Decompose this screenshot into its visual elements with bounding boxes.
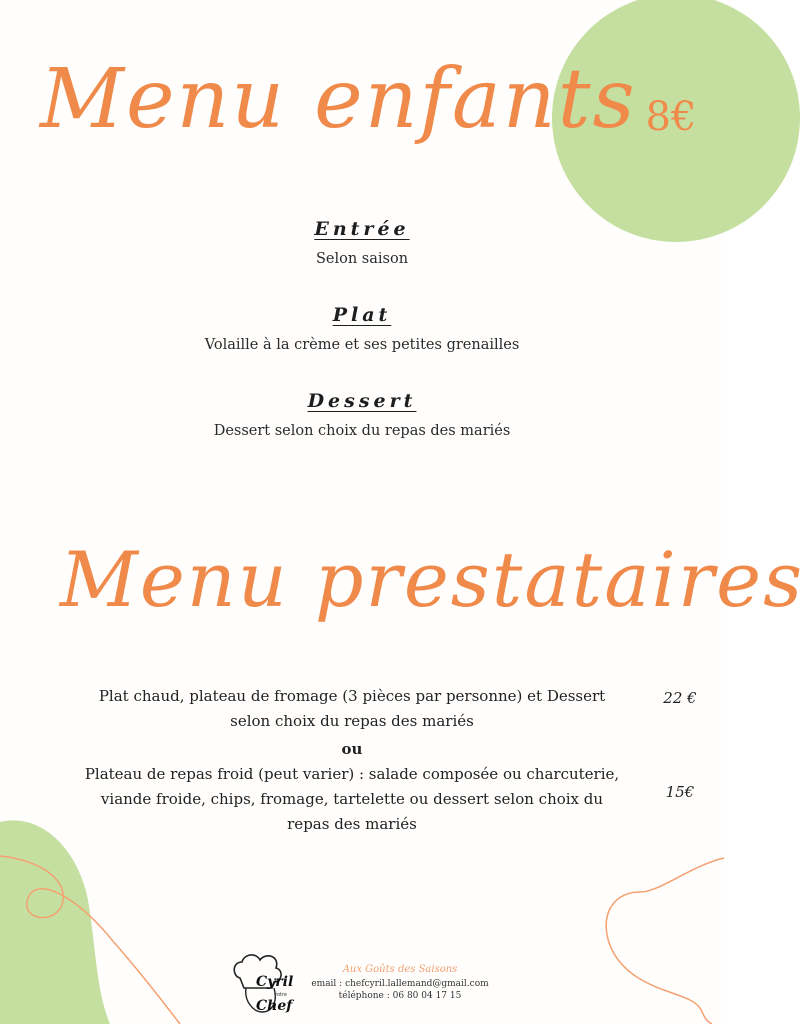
course-desc-plat: Volaille à la crème et ses petites grenailles xyxy=(204,337,520,353)
course-entree xyxy=(0,216,724,270)
course-title-plat: Plat xyxy=(332,304,392,326)
footer-contact xyxy=(300,962,500,1002)
cold-option-line-2: viande froide, chips, fromage, tartelette ou dessert selon choix du xyxy=(100,790,604,808)
cold-option-line-3: repas des mariés xyxy=(287,815,417,833)
course-title-entree: Entrée xyxy=(314,218,410,240)
course-desc-dessert: Dessert selon choix du repas des mariés xyxy=(213,423,511,439)
course-plat xyxy=(0,302,724,356)
footer-slogan: Aux Goûts des Saisons xyxy=(342,964,458,975)
hot-option-line-1: Plat chaud, plateau de fromage (3 pièces par personne) et Dessert xyxy=(98,687,606,705)
kids-menu-price: 8€ xyxy=(645,94,697,140)
footer-phone[interactable]: téléphone : 06 80 04 17 15 xyxy=(338,991,462,1001)
cold-option-line-1: Plateau de repas froid (peut varier) : salade composée ou charcuterie, xyxy=(84,765,620,783)
providers-menu-title: Menu prestataires xyxy=(60,535,804,624)
hot-option-text xyxy=(60,684,644,734)
hot-option-price: 22 € xyxy=(663,689,697,707)
logo-text-small: votre xyxy=(274,992,288,998)
bottom-right-orange-squiggle xyxy=(606,858,724,1024)
cold-option-price: 15€ xyxy=(665,783,695,801)
logo-text-top: Cyril xyxy=(256,974,294,990)
cold-option-text xyxy=(60,762,644,837)
chef-logo xyxy=(226,948,298,1020)
course-dessert xyxy=(0,388,724,442)
bottom-left-green-blob xyxy=(0,820,110,1024)
footer-email[interactable]: email : chefcyril.lallemand@gmail.com xyxy=(311,979,489,989)
hot-option-line-2: selon choix du repas des mariés xyxy=(230,712,474,730)
course-title-dessert: Dessert xyxy=(307,390,417,412)
course-desc-entree: Selon saison xyxy=(315,251,409,267)
logo-text-bottom: Chef xyxy=(256,998,293,1014)
option-separator: ou xyxy=(341,740,363,758)
kids-menu-title: Menu enfants xyxy=(40,52,637,147)
